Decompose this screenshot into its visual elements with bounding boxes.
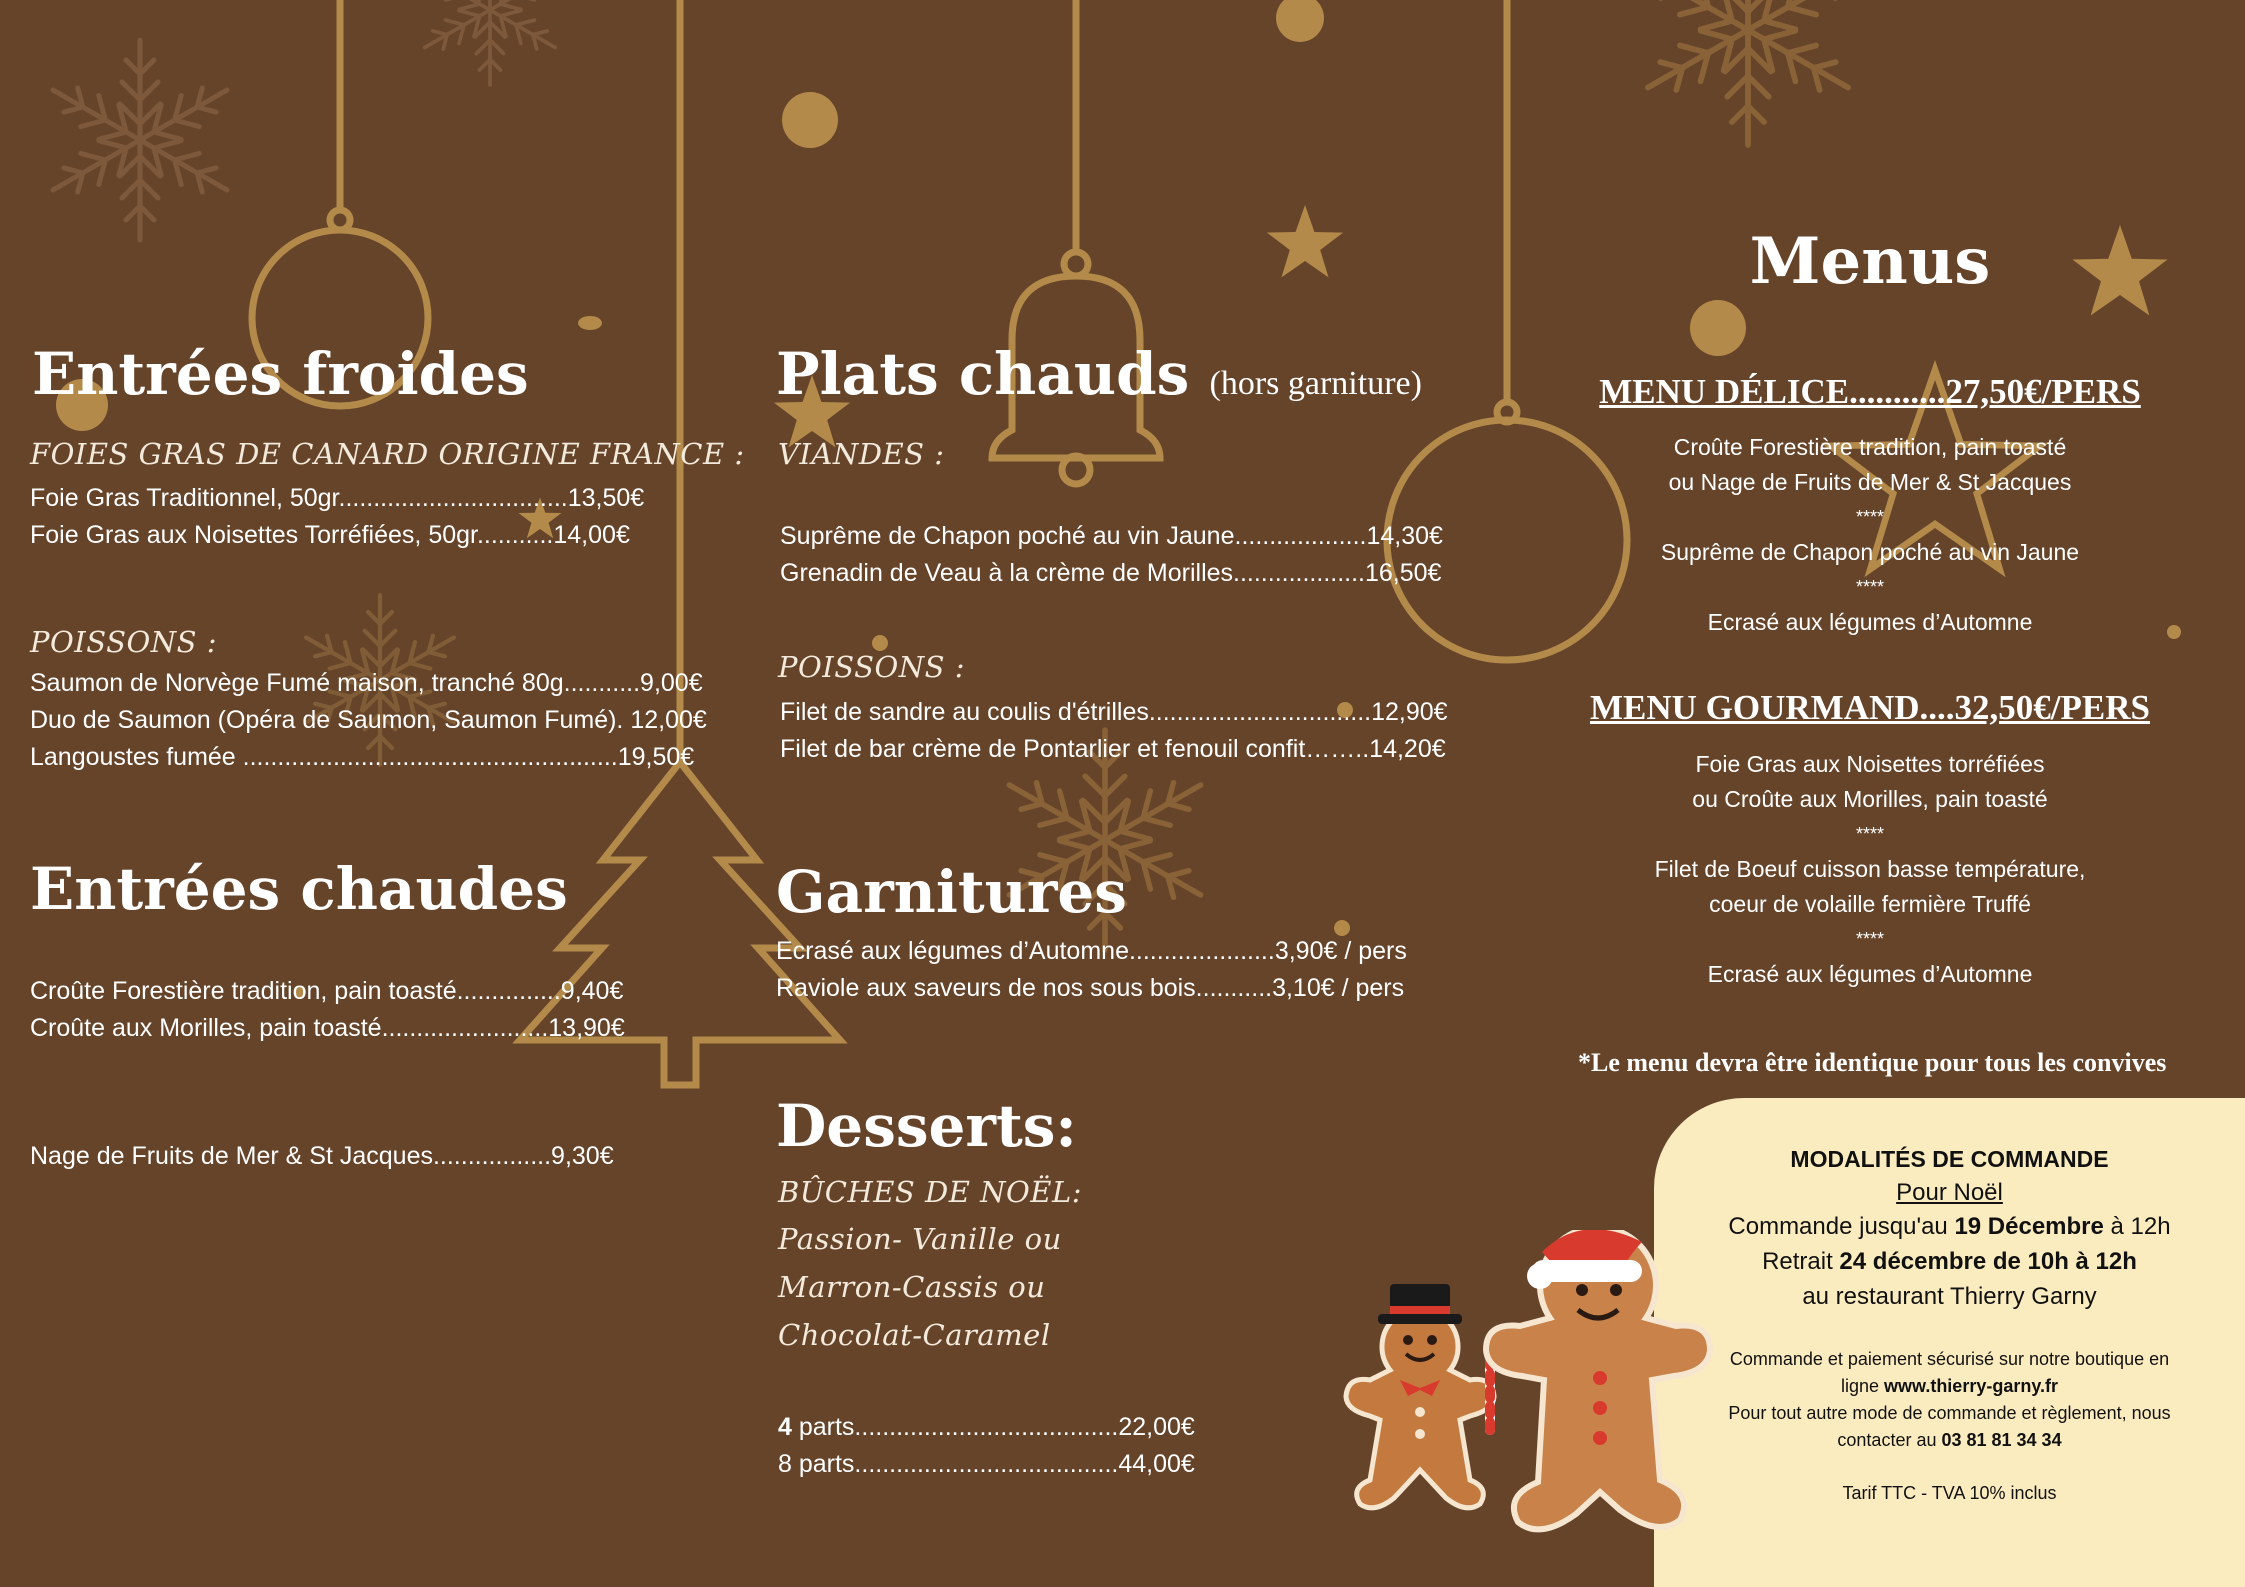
bell-icon xyxy=(992,0,1160,484)
list-item: Foie Gras Traditionnel, 50gr.................................13,50€ xyxy=(30,484,645,512)
menu-line: Foie Gras aux Noisettes torréfiées xyxy=(1695,751,2045,777)
order-deadline xyxy=(1654,1209,2245,1244)
list-item: Marron-Cassis ou xyxy=(778,1270,1046,1304)
list-item: Croûte aux Morilles, pain toasté........................13,90€ xyxy=(30,1014,625,1042)
order-tax: Tarif TTC - TVA 10% inclus xyxy=(1842,1483,2057,1503)
menu-gourmand-title: MENU GOURMAND....32,50€/PERS xyxy=(1590,688,2150,727)
list-item: Langoustes fumée ......................................................19,50€ xyxy=(30,743,695,771)
list-item: Foie Gras aux Noisettes Torréfiées, 50gr...........14,00€ xyxy=(30,521,630,549)
garnitures-list xyxy=(776,933,1407,1007)
list-item: Filet de sandre au coulis d'étrilles................................12,90€ xyxy=(780,698,1448,726)
menu-line: Suprême de Chapon poché au vin Jaune xyxy=(1660,539,2080,565)
list-item xyxy=(778,1446,1195,1483)
plats-chauds-title xyxy=(776,340,1422,408)
menu-gourmand-body xyxy=(1570,747,2170,992)
menu-line: Filet de Boeuf cuisson basse température, xyxy=(1654,856,2086,882)
menu-line: Ecrasé aux légumes d’Automne xyxy=(1707,609,2033,635)
dot-icon xyxy=(782,92,838,148)
list-item: Ecrasé aux légumes d’Automne.....................3,90€ / pers xyxy=(776,937,1407,965)
text: à 12h xyxy=(2103,1213,2171,1240)
buches-flavours xyxy=(778,1215,1062,1359)
dot-icon xyxy=(578,316,602,330)
pickup-date: 24 décembre de 10h à 12h xyxy=(1839,1248,2137,1275)
list-item: Chocolat-Caramel xyxy=(778,1318,1051,1352)
menu-delice-body xyxy=(1570,430,2170,640)
text: contacter au xyxy=(1837,1430,1942,1450)
list-item: Duo de Saumon (Opéra de Saumon, Saumon Fumé). 12,00€ xyxy=(30,706,707,734)
gingerbread-man-icon xyxy=(1346,1309,1494,1508)
order-contact-line xyxy=(1654,1427,2245,1454)
website-link[interactable]: www.thierry-garny.fr xyxy=(1883,1376,2059,1396)
list-item: Passion- Vanille ou xyxy=(778,1222,1062,1256)
desserts-title: Desserts: xyxy=(776,1092,1077,1160)
deadline-date: 19 Décembre xyxy=(1954,1213,2104,1240)
menu-line: ou Nage de Fruits de Mer & St Jacques xyxy=(1668,469,2072,495)
buches-prices xyxy=(778,1409,1195,1483)
viandes-heading: VIANDES : xyxy=(778,437,945,471)
plats-chauds-note: (hors garniture) xyxy=(1209,365,1422,402)
snowflake-icon xyxy=(1648,0,1848,145)
menu-delice-title: MENU DÉLICE...........27,50€/PERS xyxy=(1599,372,2141,411)
text: Retrait xyxy=(1762,1248,1840,1275)
phone-number[interactable]: 03 81 81 34 34 xyxy=(1941,1430,2062,1450)
menu-line: coeur de volaille fermière Truffé xyxy=(1709,891,2031,917)
poissons-heading: POISSONS : xyxy=(30,625,217,659)
garnitures-title: Garnitures xyxy=(776,858,1127,926)
plats-poissons-list xyxy=(780,694,1448,768)
order-info-box xyxy=(1654,1098,2245,1587)
order-place: au restaurant Thierry Garny xyxy=(1802,1283,2097,1310)
entrees-chaudes-title: Entrées chaudes xyxy=(30,855,568,923)
snowflake-icon xyxy=(53,40,227,240)
separator: **** xyxy=(1855,577,1885,597)
dot-icon xyxy=(872,635,888,651)
dot-icon xyxy=(1276,0,1324,42)
menu-line: ou Croûte aux Morilles, pain toasté xyxy=(1692,786,2048,812)
dot-icon xyxy=(1690,300,1746,356)
list-item: Saumon de Norvège Fumé maison, tranché 80g...........9,00€ xyxy=(30,669,703,697)
plats-chauds-label: Plats chauds xyxy=(776,340,1190,408)
viandes-list xyxy=(780,518,1443,592)
price-text: parts......................................22,00€ xyxy=(791,1413,1195,1441)
qty: 4 xyxy=(778,1413,792,1441)
list-item: Filet de bar crème de Pontarlier et fenouil confit……..14,20€ xyxy=(780,735,1446,763)
gingerbread-illustration xyxy=(1320,1230,1720,1580)
menus-title: Menus xyxy=(1749,224,1991,299)
menu-note: *Le menu devra être identique pour tous les convives xyxy=(1578,1048,2167,1077)
price-text: parts......................................44,00€ xyxy=(791,1450,1195,1478)
text: Commande jusqu'au xyxy=(1728,1213,1955,1240)
buches-heading: BÛCHES DE NOËL: xyxy=(778,1175,1082,1209)
snowflake-icon xyxy=(425,0,556,85)
list-item: Raviole aux saveurs de nos sous bois...........3,10€ / pers xyxy=(776,974,1405,1002)
list-item: Croûte Forestière tradition, pain toasté...............9,40€ xyxy=(30,977,624,1005)
order-website-line xyxy=(1654,1373,2245,1400)
order-subtitle: Pour Noël xyxy=(1896,1179,2003,1206)
menu-line: Croûte Forestière tradition, pain toasté xyxy=(1673,434,2067,460)
order-title: MODALITÉS DE COMMANDE xyxy=(1790,1146,2109,1172)
qty: 8 xyxy=(778,1450,792,1478)
foie-gras-heading: FOIES GRAS DE CANARD ORIGINE FRANCE : xyxy=(30,437,745,471)
top-hat-icon xyxy=(1378,1284,1462,1324)
separator: **** xyxy=(1855,929,1885,949)
order-pickup xyxy=(1654,1244,2245,1279)
star-icon xyxy=(1267,205,1343,277)
poissons-list xyxy=(30,665,707,776)
order-online-line: Commande et paiement sécurisé sur notre boutique en xyxy=(1729,1349,2170,1369)
list-item: Grenadin de Veau à la crème de Morilles...................16,50€ xyxy=(780,559,1442,587)
list-item xyxy=(778,1409,1195,1446)
plats-poissons-heading: POISSONS : xyxy=(778,650,965,684)
separator: **** xyxy=(1855,824,1885,844)
list-item: Suprême de Chapon poché au vin Jaune...................14,30€ xyxy=(780,522,1443,550)
text: ligne xyxy=(1840,1376,1884,1396)
separator: **** xyxy=(1855,507,1885,527)
foie-gras-list xyxy=(30,480,644,554)
entrees-froides-title: Entrées froides xyxy=(32,340,529,408)
list-item: Nage de Fruits de Mer & St Jacques.................9,30€ xyxy=(30,1142,614,1170)
menu-line: Ecrasé aux légumes d’Automne xyxy=(1707,961,2033,987)
entrees-chaudes-list xyxy=(30,973,625,1047)
order-other-line: Pour tout autre mode de commande et règlement, nous xyxy=(1728,1403,2171,1423)
